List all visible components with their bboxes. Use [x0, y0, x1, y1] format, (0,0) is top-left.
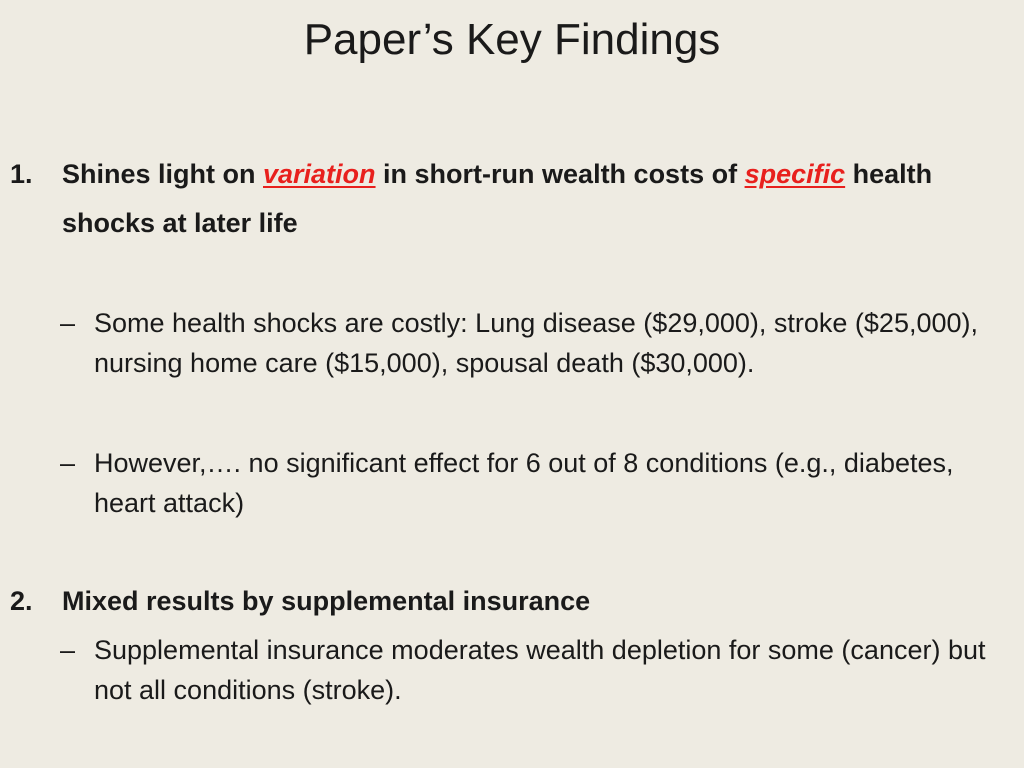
dash-bullet: –: [60, 635, 76, 665]
dash-bullet: –: [60, 448, 76, 478]
finding-1-text-part-2: in short-run wealth costs of: [375, 159, 745, 189]
finding-1-text-part-1: Shines light on: [62, 159, 263, 189]
slide-title: Paper’s Key Findings: [303, 15, 721, 64]
finding-2: [10, 577, 1020, 627]
dash-bullet: –: [60, 308, 76, 338]
finding-1-text-part-3: health shocks at later life: [62, 159, 933, 238]
subpoint-text: However,…. no significant effect for 6 out of 8 conditions (e.g., diabetes, heart attack): [94, 448, 954, 518]
highlight-variation: variation: [263, 159, 376, 189]
highlight-specific: specific: [744, 159, 846, 189]
finding-2-text: Mixed results by supplemental insurance: [62, 586, 591, 616]
subpoint-text: Some health shocks are costly: Lung disease ($29,000), stroke ($25,000), nursing home care ($15,000), spousal death ($30,000).: [94, 308, 978, 378]
finding-2-subpoint-1: [60, 630, 1010, 710]
subpoint-text: Supplemental insurance moderates wealth depletion for some (cancer) but not all conditions (stroke).: [94, 635, 986, 705]
finding-1: [10, 150, 1020, 250]
finding-1-subpoint-1: [60, 303, 1010, 383]
finding-2-number: 2.: [10, 586, 33, 616]
finding-1-text: [62, 150, 1020, 248]
finding-1-subpoint-2: [60, 443, 1010, 523]
finding-1-number: 1.: [10, 159, 33, 189]
